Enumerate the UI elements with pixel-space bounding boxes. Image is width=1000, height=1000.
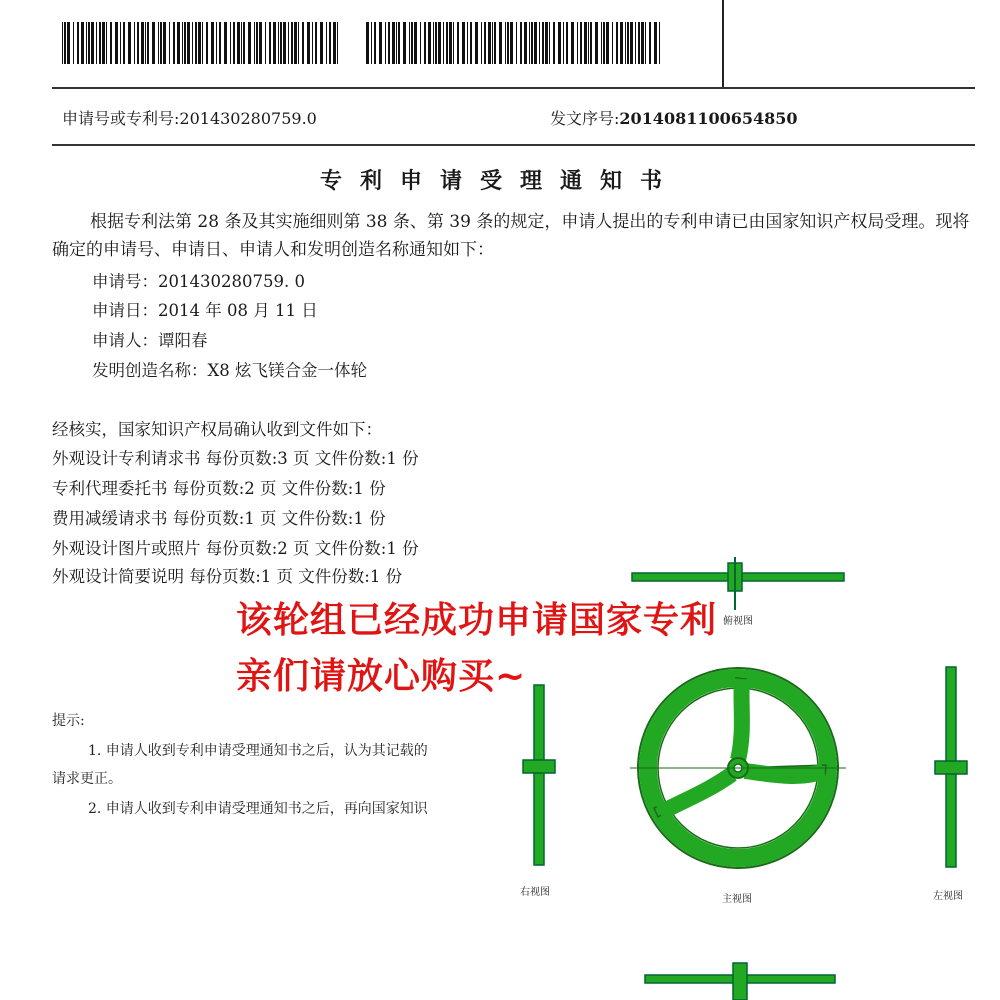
serial-number-label: 发文序号: xyxy=(550,109,620,128)
header-top-rule xyxy=(52,87,975,89)
document-item: 费用减缓请求书 每份页数:1 页 文件份数:1 份 xyxy=(52,509,386,528)
barcode-right xyxy=(366,22,664,64)
promo-line-2: 亲们请放心购买~ xyxy=(236,656,527,697)
document-item: 专利代理委托书 每份页数:2 页 文件份数:1 份 xyxy=(52,479,386,498)
wheel-right-view xyxy=(523,685,555,865)
field-application-date: 申请日：2014 年 08 月 11 日 xyxy=(92,301,318,320)
wheel-front-view xyxy=(630,668,846,868)
caption-top-view: 俯视图 xyxy=(723,616,753,627)
note-item: 1. 申请人收到专利申请受理通知书之后，认为其记载的 xyxy=(88,743,428,759)
document-item: 外观设计简要说明 每份页数:1 页 文件份数:1 份 xyxy=(52,567,403,586)
note-item: 2. 申请人收到专利申请受理通知书之后，再向国家知识 xyxy=(88,801,428,817)
application-number-label: 申请号或专利号: xyxy=(62,109,180,128)
caption-left-view: 左视图 xyxy=(933,891,963,902)
notes-heading: 提示: xyxy=(52,713,85,729)
serial-number-row xyxy=(550,106,798,129)
caption-right-view: 右视图 xyxy=(520,887,550,898)
note-item-continuation: 请求更正。 xyxy=(52,771,122,787)
field-invention-name: 发明创造名称：X8 炫飞镁合金一体轮 xyxy=(92,361,367,380)
field-applicant: 申请人：谭阳春 xyxy=(92,331,208,350)
application-number-row xyxy=(62,106,317,129)
intro-paragraph: 根据专利法第 28 条及其实施细则第 38 条、第 39 条的规定，申请人提出的专利申请已由国家知识产权局受理。现将确定的申请号、申请日、申请人和发明创造名称通知如下： xyxy=(52,212,970,260)
serial-number-value: 2014081100654850 xyxy=(619,109,798,128)
document-title: 专利申请受理通知书 xyxy=(319,168,680,194)
wheel-bottom-view xyxy=(645,963,835,1000)
header-divider xyxy=(722,0,724,88)
document-item: 外观设计专利请求书 每份页数:3 页 文件份数:1 份 xyxy=(52,449,419,468)
barcode-left xyxy=(62,22,340,64)
header-bottom-rule xyxy=(52,144,975,146)
caption-front-view: 主视图 xyxy=(722,894,752,905)
promo-line-1: 该轮组已经成功申请国家专利 xyxy=(236,600,718,641)
field-application-number: 申请号：201430280759. 0 xyxy=(92,272,305,291)
application-number-value: 201430280759.0 xyxy=(179,109,317,128)
wheel-left-view xyxy=(935,667,967,867)
document-item: 外观设计图片或照片 每份页数:2 页 文件份数:1 份 xyxy=(52,539,419,558)
received-heading: 经核实，国家知识产权局确认收到文件如下： xyxy=(52,420,382,439)
